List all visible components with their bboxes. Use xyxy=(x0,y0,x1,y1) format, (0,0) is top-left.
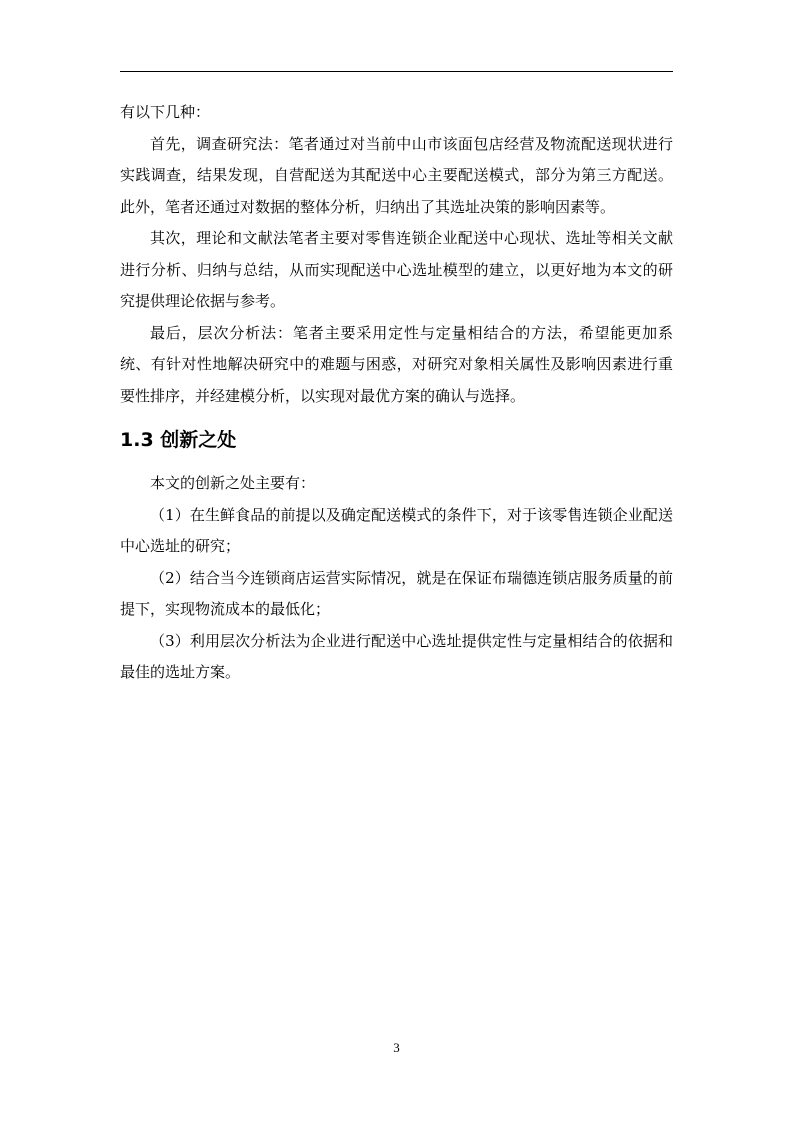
paragraph-ahp-method: 最后，层次分析法：笔者主要采用定性与定量相结合的方法，希望能更加系统、有针对性地解决研究中的难题与困惑，对研究对象相关属性及影响因素进行重要性排序，并经建模分析，以实现对最优方案的确认与选择。 xyxy=(120,323,673,405)
list-item-innovation-1: （1）在生鲜食品的前提以及确定配送模式的条件下，对于该零售连锁企业配送中心选址的研究； xyxy=(120,505,673,555)
paragraph: 有以下几种： xyxy=(120,103,211,121)
paragraph-survey-method: 首先，调查研究法：笔者通过对当前中山市该面包店经营及物流配送现状进行实践调查，结果发现，自营配送为其配送中心主要配送模式，部分为第三方配送。此外，笔者还通过对数据的整体分析，归纳出了其选址决策的影响因素等。 xyxy=(120,134,673,216)
paragraph-literature-method: 其次，理论和文献法笔者主要对零售连锁企业配送中心现状、选址等相关文献进行分析、归纳与总结，从而实现配送中心选址模型的建立，以更好地为本文的研究提供理论依据与参考。 xyxy=(120,229,673,310)
list-item-innovation-2: （2）结合当今连锁商店运营实际情况，就是在保证布瑞德连锁店服务质量的前提下，实现物流成本的最低化； xyxy=(120,568,673,618)
page-number: 3 xyxy=(393,1040,400,1055)
header-rule xyxy=(120,71,673,72)
paragraph-innovation-intro: 本文的创新之处主要有： xyxy=(150,474,316,492)
list-item-innovation-3: （3）利用层次分析法为企业进行配送中心选址提供定性与定量相结合的依据和最佳的选址方案。 xyxy=(120,631,673,681)
page-content xyxy=(120,97,673,689)
section-heading: 1.3 创新之处 xyxy=(120,429,237,451)
